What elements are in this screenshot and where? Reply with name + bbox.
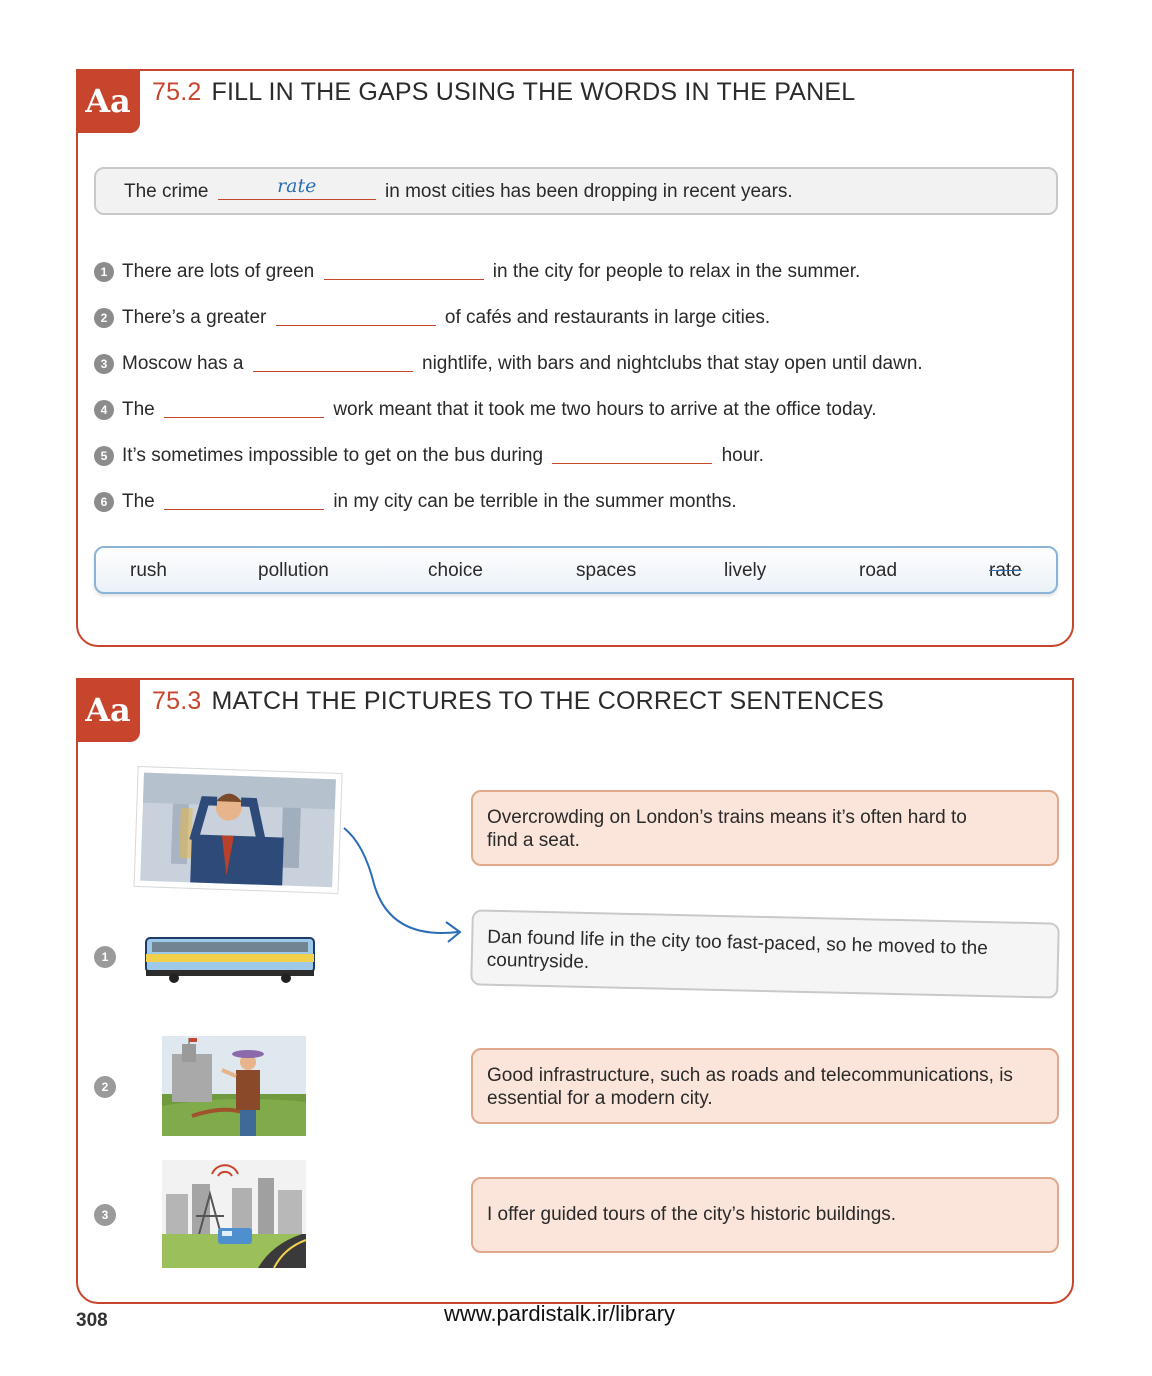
answer-blank[interactable] (164, 395, 324, 418)
question-row (94, 487, 737, 513)
example-before: The crime (124, 181, 209, 202)
example-blank (218, 177, 376, 200)
question-number: 2 (94, 308, 114, 328)
question-row (94, 257, 860, 283)
question-row (94, 395, 876, 421)
example-after: in most cities has been dropping in recent years. (385, 181, 793, 202)
question-row (94, 441, 764, 467)
sentence-box-example (470, 909, 1060, 998)
answer-blank[interactable] (164, 487, 324, 510)
crowded-train-illustration[interactable] (144, 934, 318, 984)
sentence-box[interactable] (471, 790, 1059, 866)
sentence-box[interactable] (471, 1177, 1059, 1253)
picture-number-3: 3 (94, 1204, 116, 1226)
word-pollution: pollution (258, 560, 329, 581)
vocabulary-badge: Aa (76, 69, 140, 133)
exercise-75-3 (76, 678, 1074, 1304)
exercise-heading (152, 78, 855, 107)
question-after: nightlife, with bars and nightclubs that stay open until dawn. (422, 353, 923, 374)
word-rush: rush (130, 560, 167, 581)
vocabulary-badge: Aa (76, 678, 140, 742)
word-choice: choice (428, 560, 483, 581)
exercise-number: 75.3 (152, 687, 202, 715)
question-after: in my city can be terrible in the summer months. (333, 491, 737, 512)
infrastructure-illustration[interactable] (162, 1160, 306, 1268)
question-number: 5 (94, 446, 114, 466)
question-before: There’s a greater (122, 307, 267, 328)
stressed-commuter-illustration (132, 766, 346, 898)
answer-blank[interactable] (552, 441, 712, 464)
sentence-text: I offer guided tours of the city’s historic buildings. (487, 1204, 897, 1225)
exercise-title: MATCH THE PICTURES TO THE CORRECT SENTENCES (211, 687, 885, 715)
question-after: of cafés and restaurants in large cities. (444, 307, 771, 328)
example-answer: rate (277, 175, 317, 197)
question-number: 3 (94, 354, 114, 374)
question-row (94, 349, 923, 375)
question-before: The (122, 399, 155, 420)
word-panel (94, 546, 1058, 594)
question-number: 6 (94, 492, 114, 512)
word-road: road (859, 560, 898, 581)
question-number: 4 (94, 400, 114, 420)
question-number: 1 (94, 262, 114, 282)
question-after: work meant that it took me two hours to arrive at the office today. (333, 399, 877, 420)
question-after: in the city for people to relax in the summer. (492, 261, 861, 282)
question-before: Moscow has a (122, 353, 244, 374)
exercise-75-2 (76, 69, 1074, 647)
question-before: The (122, 491, 155, 512)
match-arrow (340, 824, 464, 944)
exercise-title: FILL IN THE GAPS USING THE WORDS IN THE PANEL (211, 78, 856, 106)
picture-number-1: 1 (94, 946, 116, 968)
tour-guide-castle-illustration[interactable] (162, 1036, 306, 1136)
question-after: hour. (721, 445, 764, 466)
page-number: 308 (76, 1310, 108, 1331)
footer-url[interactable]: www.pardistalk.ir/library (444, 1301, 676, 1326)
sentence-box[interactable] (471, 1048, 1059, 1124)
word-spaces: spaces (576, 560, 637, 581)
sentence-text: Overcrowding on London’s trains means it’s often hard to find a seat. (487, 807, 967, 851)
answer-blank[interactable] (324, 257, 484, 280)
question-before: It’s sometimes impossible to get on the bus during (122, 445, 544, 466)
word-lively: lively (724, 560, 767, 581)
question-row (94, 303, 770, 329)
question-before: There are lots of green (122, 261, 315, 282)
exercise-number: 75.2 (152, 78, 202, 106)
sentence-text: Good infrastructure, such as roads and telecommunications, is essential for a modern city. (487, 1065, 1013, 1109)
answer-blank[interactable] (253, 349, 413, 372)
word-rate-used: rate (989, 560, 1022, 581)
example-sentence (94, 167, 1058, 215)
answer-blank[interactable] (276, 303, 436, 326)
sentence-text: Dan found life in the city too fast-paced, so he moved to the countryside. (486, 926, 989, 974)
picture-number-2: 2 (94, 1076, 116, 1098)
exercise-heading (152, 687, 884, 716)
